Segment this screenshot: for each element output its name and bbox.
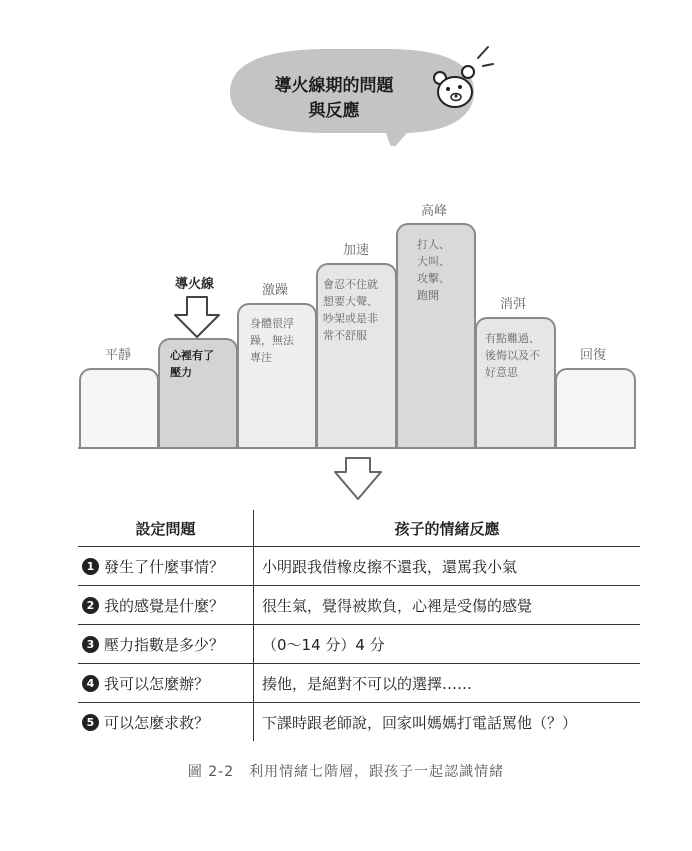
step-desc-line: 有點難過、 <box>485 332 540 345</box>
answer-cell: 很生氣，覺得被欺負，心裡是受傷的感覺 <box>262 596 533 615</box>
figure-caption: 圖 2-2 利用情緒七階層，跟孩子一起認識情緒 <box>187 764 505 780</box>
step-label-calm: 平靜 <box>105 348 132 363</box>
table-header <box>78 510 640 547</box>
step-desc-line: 專注 <box>250 351 272 364</box>
step-desc-line: 常不舒服 <box>323 329 367 342</box>
step-desc-line: 心裡有了 <box>170 349 214 362</box>
number-badge: 5 <box>82 714 99 731</box>
number-badge: 3 <box>82 636 99 653</box>
step-label-trigger: 導火線 <box>175 277 215 292</box>
table-row <box>78 664 640 703</box>
step-desc-line: 打人、 <box>417 238 450 251</box>
header-question: 設定問題 <box>78 510 254 546</box>
step-desc-line: 壓力 <box>170 366 192 379</box>
step-label-subsiding: 消弭 <box>500 297 527 312</box>
number-badge: 4 <box>82 675 99 692</box>
answer-cell: 揍他，是絕對不可以的選擇…… <box>262 674 473 693</box>
step-desc-agitation <box>250 315 294 366</box>
answer-cell: 下課時跟老師說，回家叫媽媽打電話罵他（？） <box>262 713 578 732</box>
question-table <box>78 510 640 741</box>
question-text: 發生了什麼事情？ <box>104 557 225 576</box>
step-desc-line: 攻擊、 <box>417 272 450 285</box>
number-badge: 2 <box>82 597 99 614</box>
step-desc-line: 想要大聲、 <box>323 295 378 308</box>
step-recovery <box>555 368 636 448</box>
step-desc-line: 吵架或是非 <box>323 312 378 325</box>
table-row <box>78 547 640 586</box>
step-desc-line: 跑開 <box>417 289 439 302</box>
question-cell <box>78 586 254 624</box>
step-label-agitation: 激躁 <box>262 283 289 298</box>
step-desc-trigger <box>170 347 214 381</box>
question-text: 可以怎麼求救？ <box>104 713 210 732</box>
down-arrow-icon <box>172 295 222 339</box>
step-desc-line: 大叫、 <box>417 255 450 268</box>
step-desc-line: 躁，無法 <box>250 334 294 347</box>
step-label-acceleration: 加速 <box>343 243 370 258</box>
step-desc-line: 後悔以及不 <box>485 349 540 362</box>
baseline <box>78 447 636 449</box>
table-row <box>78 703 640 741</box>
step-desc-line: 身體很浮 <box>250 317 294 330</box>
step-calm <box>79 368 159 448</box>
answer-cell: （0～14 分）4 分 <box>262 635 385 654</box>
step-label-recovery: 回復 <box>580 348 607 363</box>
question-text: 我的感覺是什麼？ <box>104 596 225 615</box>
question-text: 我可以怎麼辦？ <box>104 674 210 693</box>
step-label-peak: 高峰 <box>421 204 448 219</box>
number-badge: 1 <box>82 558 99 575</box>
answer-cell: 小明跟我借橡皮擦不還我，還罵我小氣 <box>262 557 518 576</box>
table-row <box>78 625 640 664</box>
table-row <box>78 586 640 625</box>
step-desc-peak <box>417 236 450 304</box>
question-cell <box>78 625 254 663</box>
header-reaction: 孩子的情緒反應 <box>394 519 500 538</box>
step-desc-line: 會忍不住就 <box>323 278 378 291</box>
step-desc-acceleration <box>323 276 378 344</box>
down-chevron-arrow-icon <box>332 456 384 502</box>
question-text: 壓力指數是多少？ <box>104 635 225 654</box>
question-cell <box>78 664 254 702</box>
step-desc-line: 好意思 <box>485 366 518 379</box>
question-cell <box>78 547 254 585</box>
question-cell <box>78 703 254 741</box>
bubble-title-line1: 導火線期的問題 <box>274 76 394 96</box>
step-desc-subsiding <box>485 330 540 381</box>
bubble-title-line2: 與反應 <box>308 101 360 121</box>
